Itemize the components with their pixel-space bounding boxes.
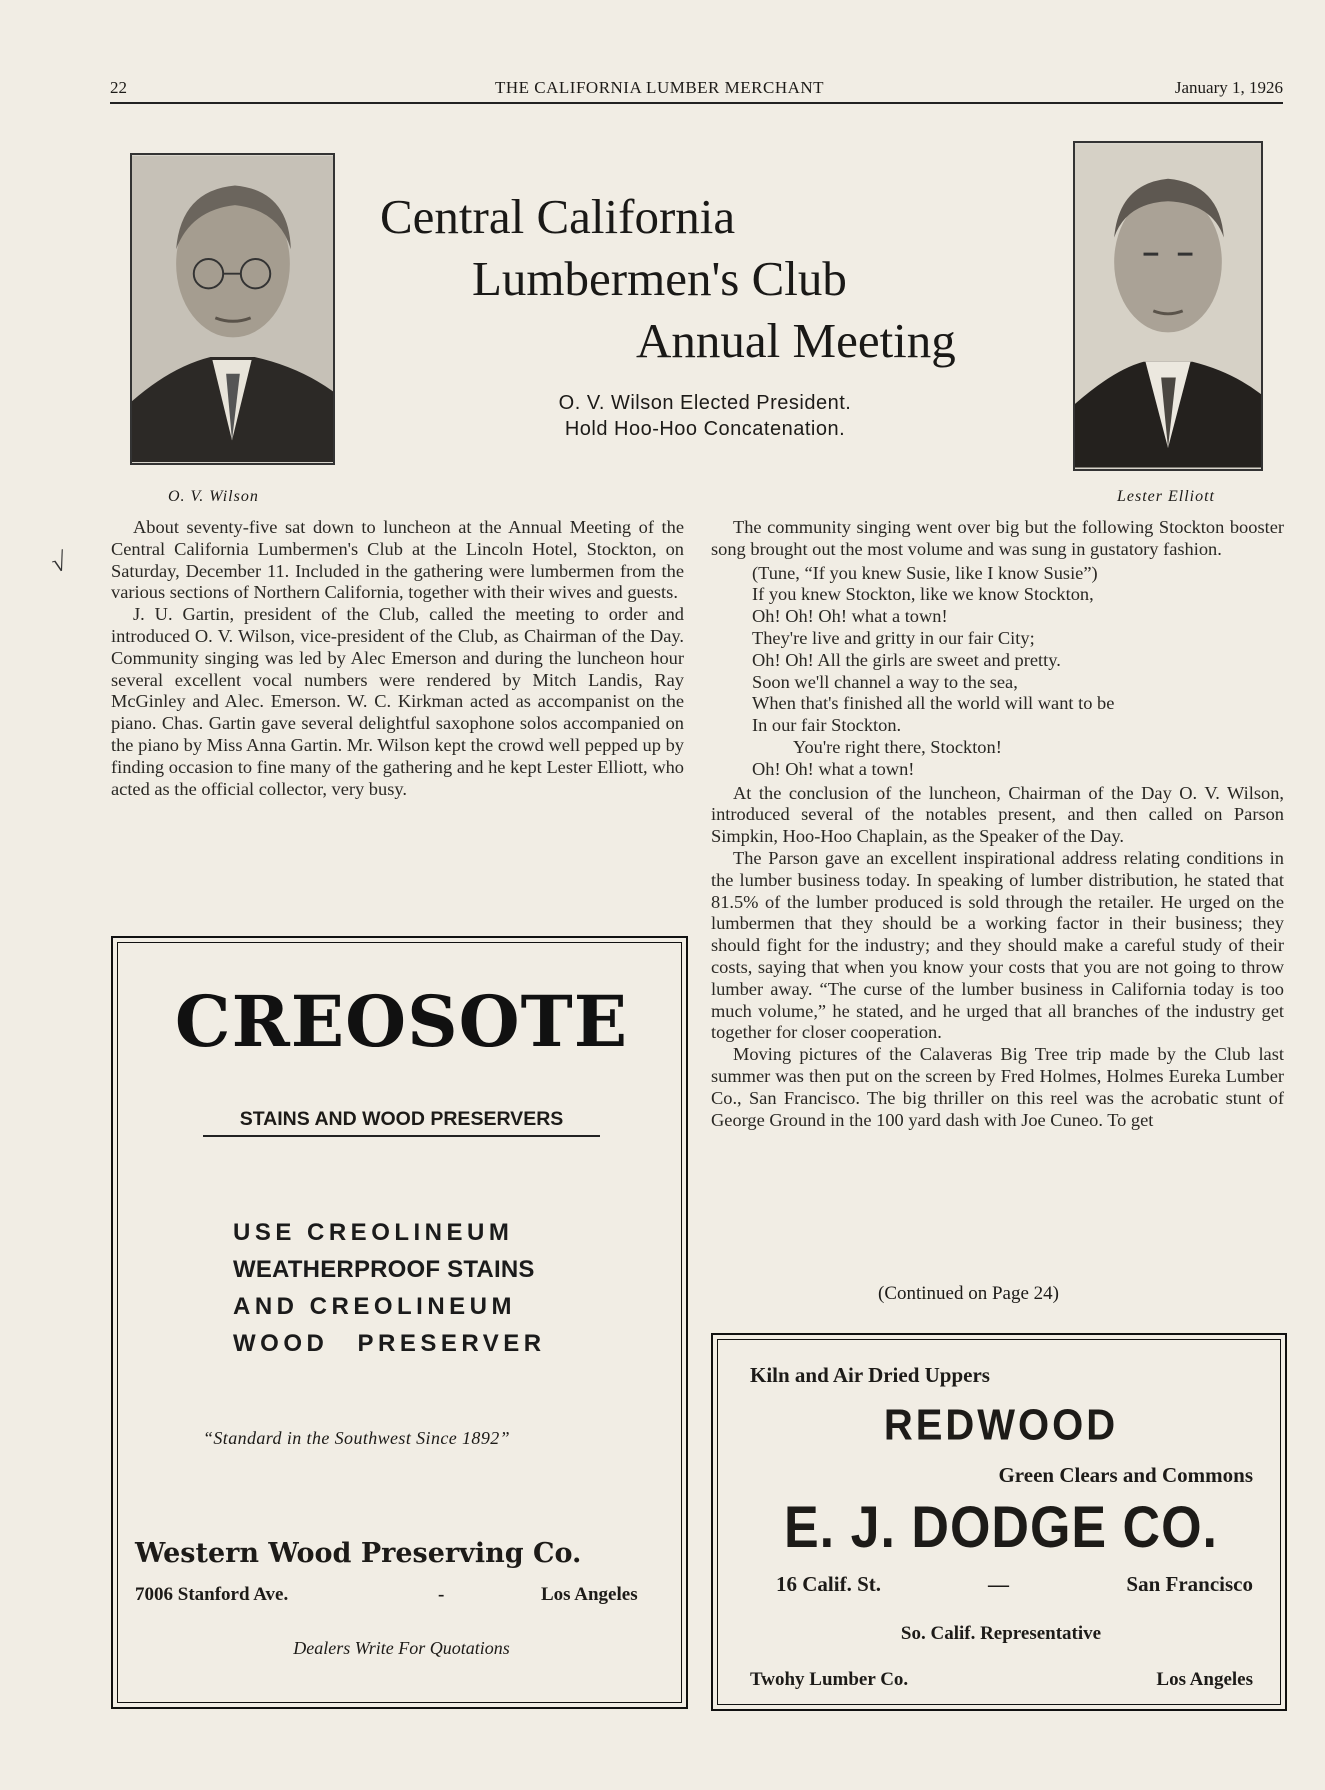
song-line: When that's finished all the world will want to be (752, 693, 1115, 714)
song-line: If you knew Stockton, like we know Stockton, (752, 584, 1094, 605)
portrait-lester-elliott-image (1075, 143, 1261, 469)
paragraph: Moving pictures of the Calaveras Big Tree trip made by the Club last summer was then put on the screen by Fred Holmes, Holmes Eureka Lumber Co., San Francisco. The big thriller on this reel was the acrobatic stunt of George Ground in the 100 yard dash with Joe Cuneo. To get (711, 1044, 1284, 1130)
caption-ov-wilson: O. V. Wilson (168, 488, 259, 505)
song-line: Oh! Oh! All the girls are sweet and pretty. (752, 649, 1061, 670)
article-subtitle (480, 390, 930, 442)
dodge-company-name: E. J. DODGE CO. (784, 1495, 1218, 1561)
dodge-city: San Francisco (1126, 1572, 1253, 1596)
issue-date: January 1, 1926 (1174, 78, 1283, 97)
article-title-line-1: Central California (380, 189, 736, 244)
creosote-call-to-action: Dealers Write For Quotations (293, 1638, 510, 1658)
dodge-line-kiln: Kiln and Air Dried Uppers (750, 1363, 990, 1387)
creosote-body-line: AND CREOLINEUM (233, 1293, 516, 1320)
song-line: They're live and gritty in our fair City; (752, 627, 1035, 648)
paragraph: The Parson gave an excellent inspirational address relating conditions in the lumber business today. In speaking of lumber distribution, he stated that 81.5% of the lumber produced is sold through the retailer. He urged on the lumbermen that they should be a working factor in their business; they should fight for the industry; and they should make a careful study of their costs, saying that when you know your costs that you are not going to throw lumber away. “The curse of the lumber business in California today is too much volume,” he stated, and he urged that all branches of the industry get together for closer cooperation. (711, 847, 1284, 1043)
creosote-address: 7006 Stanford Ave. (135, 1584, 289, 1605)
paragraph: At the conclusion of the luncheon, Chairman of the Day O. V. Wilson, introduced several of the notables present, and then called on Parson Simpkin, Hoo-Hoo Chaplain, as the Speaker of the Day. (711, 782, 1284, 847)
creosote-company-name: Western Wood Preserving Co. (135, 1538, 582, 1569)
creosote-body-line: WEATHERPROOF STAINS (233, 1256, 535, 1283)
paragraph: The community singing went over big but the following Stockton booster song brought out the most volume and was sung in gustatory fashion. (711, 517, 1284, 559)
right-column-text (711, 517, 1284, 1131)
song-line: Soon we'll channel a way to the sea, (752, 671, 1018, 692)
paragraph: About seventy-five sat down to luncheon at the Annual Meeting of the Central California Lumbermen's Club at the Lincoln Hotel, Stockton, on Saturday, December 11. Included in the gathering were lumbermen from the various sections of Northern California, together with their wives and guests. (111, 517, 684, 603)
song-line: (Tune, “If you knew Susie, like I know Susie”) (752, 562, 1098, 583)
song-line: Oh! Oh! Oh! what a town! (752, 606, 948, 627)
portrait-ov-wilson (130, 153, 335, 465)
song-lyrics (711, 563, 1284, 781)
song-line: You're right there, Stockton! (793, 736, 1002, 757)
creosote-slogan: “Standard in the Southwest Since 1892” (203, 1428, 511, 1448)
song-line: Oh! Oh! what a town! (752, 758, 915, 779)
creosote-body-line: WOOD PRESERVER (233, 1330, 546, 1357)
dodge-line-green-clears: Green Clears and Commons (998, 1463, 1253, 1487)
dodge-address: 16 Calif. St. (776, 1572, 881, 1596)
continued-note: (Continued on Page 24) (878, 1283, 1060, 1304)
creosote-body-line: USE CREOLINEUM (233, 1219, 514, 1246)
subtitle-line-1: O. V. Wilson Elected President. (558, 392, 852, 414)
subtitle-line-2: Hold Hoo-Hoo Concatenation. (564, 418, 846, 440)
paragraph: J. U. Gartin, president of the Club, called the meeting to order and introduced O. V. Wilson, vice-president of the Club, as Chairman of the Day. Community singing was led by Alec Emerson and during the luncheon hour several excellent vocal numbers were rendered by Mitch Landis, Ray McGinley and Alec. Emerson. W. C. Kirkman acted as accompanist on the piano. Chas. Gartin gave several delightful saxophone solos accompanied on the piano by Miss Anna Gartin. Mr. Wilson kept the crowd well pepped up by finding occasion to fine many of the gathering and he kept Lester Elliott, who acted as the official collector, very busy. (111, 604, 684, 799)
running-header (110, 78, 1283, 104)
dodge-rep-company: Twohy Lumber Co. (750, 1669, 909, 1690)
song-line: In our fair Stockton. (752, 715, 902, 736)
creosote-city: Los Angeles (541, 1584, 638, 1605)
portrait-ov-wilson-image (132, 155, 333, 463)
creosote-headline: CREOSOTE (174, 980, 629, 1063)
left-column-text (111, 517, 684, 800)
article-title-line-2: Lumbermen's Club (472, 251, 847, 306)
margin-check-mark: √ (48, 546, 70, 579)
creosote-advertisement (111, 936, 688, 1709)
creosote-address-separator: - (438, 1584, 445, 1605)
dodge-rep-city: Los Angeles (1156, 1669, 1253, 1690)
creosote-body (233, 1214, 546, 1362)
dodge-address-separator: — (988, 1572, 1009, 1596)
page-number: 22 (110, 78, 127, 97)
dodge-redwood-headline: REDWOOD (883, 1400, 1119, 1450)
publication-name: THE CALIFORNIA LUMBER MERCHANT (495, 78, 825, 97)
portrait-lester-elliott (1073, 141, 1263, 471)
article-title-line-3: Annual Meeting (636, 313, 956, 368)
dodge-rep-label: So. Calif. Representative (900, 1623, 1102, 1644)
dodge-advertisement (711, 1333, 1287, 1711)
creosote-subhead: STAINS AND WOOD PRESERVERS (203, 1108, 600, 1137)
caption-lester-elliott: Lester Elliott (1117, 488, 1215, 505)
